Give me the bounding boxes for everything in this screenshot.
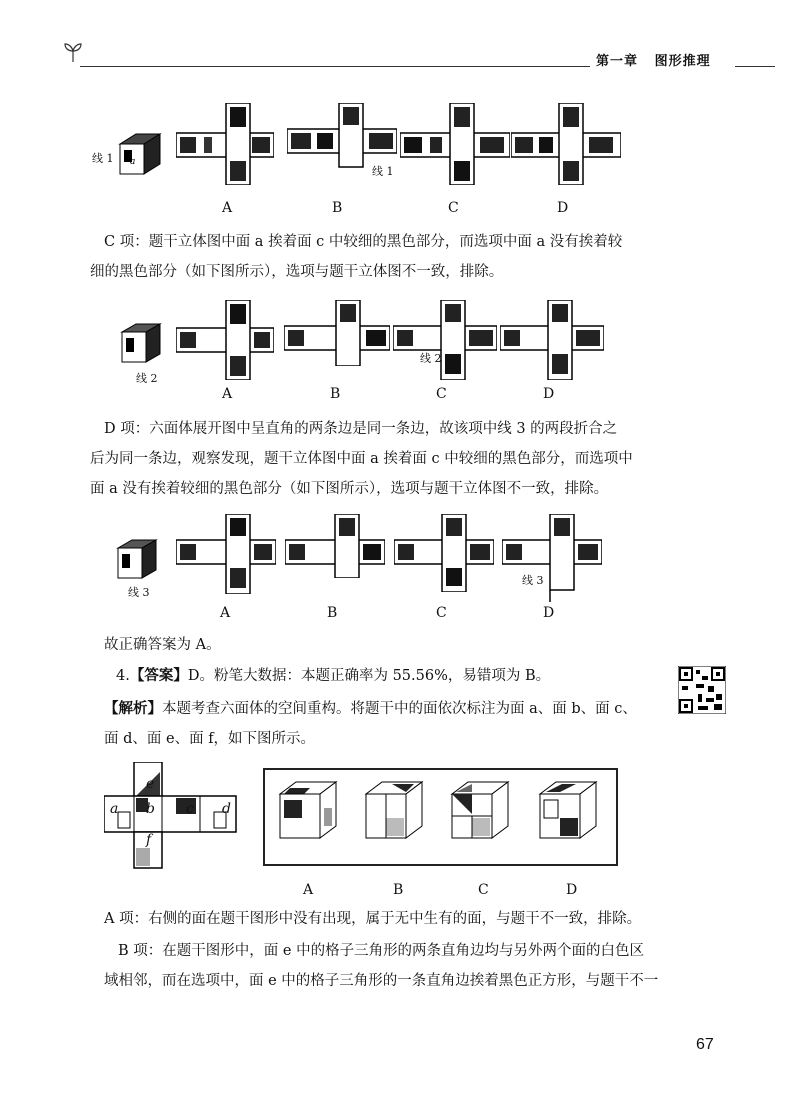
option-letter: A xyxy=(222,386,233,402)
face-label: f xyxy=(146,832,152,848)
option-letter: A xyxy=(303,882,314,898)
option-letter: A xyxy=(220,605,231,621)
option-letter: D xyxy=(557,200,569,216)
line-label: 线 1 xyxy=(372,165,394,178)
option-letter: C xyxy=(436,386,447,402)
option-letter: B xyxy=(332,200,343,216)
option-letter: A xyxy=(222,200,233,216)
cube-option xyxy=(448,778,512,842)
chapter-heading: 第一章 图形推理 xyxy=(596,54,711,69)
header-rule xyxy=(80,66,590,67)
net-option xyxy=(393,300,497,380)
net-option xyxy=(176,514,276,594)
cube-figure xyxy=(116,320,164,368)
line-label: 线 2 xyxy=(420,352,442,365)
net-option xyxy=(500,300,604,380)
cube-figure xyxy=(112,536,160,584)
qr-code xyxy=(678,666,726,714)
text-line: 细的黑色部分（如下图所示），选项与题干立体图不一致，排除。 xyxy=(90,264,504,280)
cube-option xyxy=(362,778,426,842)
option-letter: C xyxy=(448,200,459,216)
option-letter: C xyxy=(478,882,489,898)
c-item-paragraph xyxy=(90,227,664,287)
net-option xyxy=(176,300,274,380)
text-line: B 项：在题干图形中，面 e 中的格子三角形的两条直角边均与另外两个面的白色区 xyxy=(118,943,645,959)
line-label: 线 1 xyxy=(92,152,114,165)
face-label: c xyxy=(186,801,194,817)
net-option xyxy=(176,103,274,185)
face-label: e xyxy=(146,776,155,792)
svg-text:a: a xyxy=(130,157,136,167)
header-rule-right xyxy=(735,66,775,67)
analysis-paragraph: 【解析】本题考查六面体的空间重构。将题干中的面依次标注为面 a、面 b、面 c、 面 d、面 e、面 f，如下图所示。 xyxy=(104,700,637,747)
net-option xyxy=(511,103,621,185)
option-letter: C xyxy=(436,605,447,621)
option-letter: B xyxy=(327,605,338,621)
line-label: 线 3 xyxy=(128,586,150,599)
option-letter: D xyxy=(566,882,578,898)
option-letter: B xyxy=(393,882,404,898)
option-letter: D xyxy=(543,386,555,402)
text-line: 面 a 没有挨着较细的黑色部分（如下图所示），选项与题干立体图不一致，排除。 xyxy=(90,481,609,497)
line-label: 线 3 xyxy=(522,574,544,587)
face-label: d xyxy=(222,801,231,817)
line-label: 线 2 xyxy=(136,372,158,385)
page-number: 67 xyxy=(696,1036,714,1053)
text-line: C 项：题干立体图中面 a 挨着面 c 中较细的黑色部分，而选项中面 a 没有挨着较 xyxy=(104,234,623,250)
answer-line: 4.【答案】D。粉笔大数据：本题正确率为 55.56%，易错项为 B。 xyxy=(116,667,551,684)
sprout-icon xyxy=(62,40,84,64)
option-letter: B xyxy=(330,386,341,402)
a-item-paragraph xyxy=(104,904,684,934)
net-option xyxy=(285,514,385,578)
b-item-paragraph xyxy=(104,936,678,996)
net-option xyxy=(502,514,602,602)
cube-option xyxy=(276,778,340,842)
cube-option xyxy=(536,778,600,842)
net-option xyxy=(394,514,494,592)
net-option xyxy=(284,300,390,366)
d-item-paragraph xyxy=(90,414,664,504)
conclusion: 故正确答案为 A。 xyxy=(104,637,221,653)
net-option xyxy=(400,103,510,185)
text-line: A 项：右侧的面在题干图形中没有出现，属于无中生有的面，与题干不一致，排除。 xyxy=(104,911,642,927)
option-letter: D xyxy=(543,605,555,621)
text-line: 域相邻，而在选项中，面 e 中的格子三角形的一条直角边挨着黑色正方形，与题干不一 xyxy=(104,973,659,989)
text-line: D 项：六面体展开图中呈直角的两条边是同一条边，故该项中线 3 的两段折合之 xyxy=(104,421,618,437)
text-line: 后为同一条边，观察发现，题干立体图中面 a 挨着面 c 中较细的黑色部分，而选项中 xyxy=(90,451,633,467)
face-label: b xyxy=(146,801,155,817)
cube-figure xyxy=(114,130,164,180)
face-label: a xyxy=(110,801,119,817)
